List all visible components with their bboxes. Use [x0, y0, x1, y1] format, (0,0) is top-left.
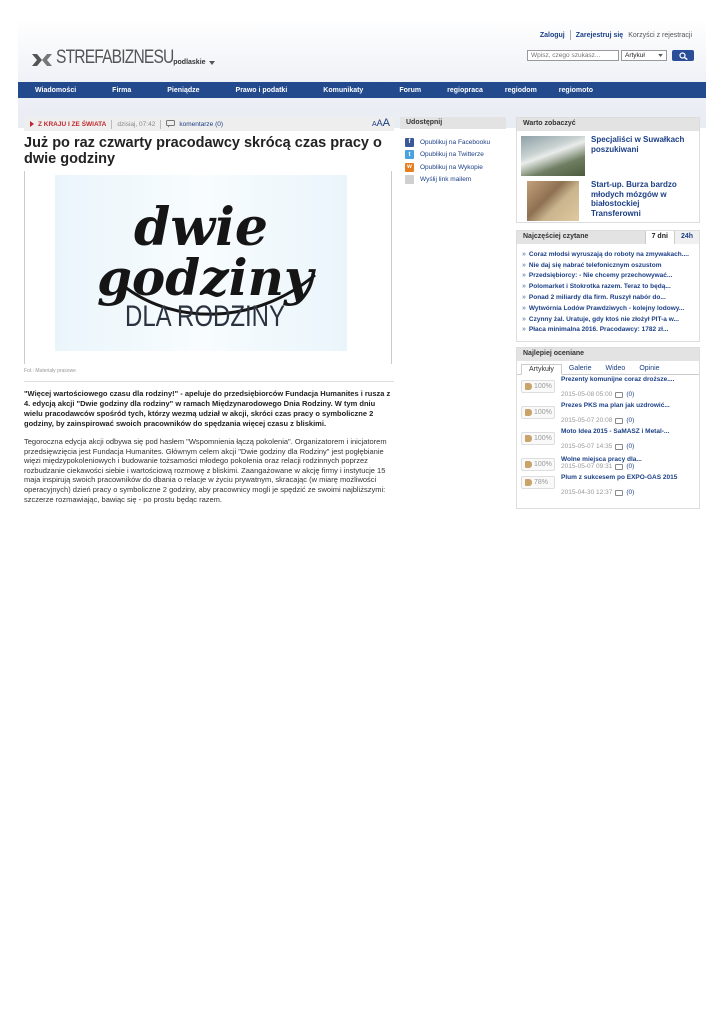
rated-item-date: 2015-05-07 14:35: [561, 443, 613, 450]
article-date: dzisiaj, 07:42: [117, 120, 156, 128]
register-link[interactable]: Zarejestruj się: [575, 31, 624, 39]
separator: [111, 120, 112, 129]
rating-badge: [521, 432, 555, 445]
worth-seeing-link[interactable]: Start-up. Burza bardzo młodych mózgów w białostockiej Transferowni: [591, 180, 677, 218]
separator: [160, 120, 161, 129]
rating-score: 100%: [534, 383, 552, 390]
list-item[interactable]: [522, 260, 699, 271]
panel-heading: Najlepiej oceniane: [517, 348, 699, 361]
rated-item-link[interactable]: Plum z sukcesem po EXPO-GAS 2015: [561, 474, 678, 481]
search-input[interactable]: [527, 50, 619, 61]
search-scope-value: Artykuł: [625, 52, 645, 59]
article-image-frame: [24, 171, 392, 364]
photo-credit: Fot.: Materiały prasowe: [24, 368, 76, 374]
share-list: [405, 136, 490, 186]
comment-icon: [166, 120, 175, 128]
list-item-label: Czynny żal. Uratuje, gdy ktoś nie złożył PIT-a w...: [528, 315, 679, 323]
best-rated-panel: [516, 347, 700, 509]
nav-item-komunikaty[interactable]: Komunikaty: [323, 86, 364, 94]
panel-heading-label: Najczęściej czytane: [523, 233, 589, 240]
comment-icon: [615, 444, 623, 450]
chevron-down-icon: [658, 54, 663, 57]
comments-count-link[interactable]: (0): [626, 489, 635, 496]
share-wykop[interactable]: [405, 161, 490, 174]
most-read-panel: [516, 230, 700, 342]
rated-item-date: 2015-05-08 05:00: [561, 391, 613, 398]
search-icon: [679, 52, 688, 60]
most-read-tabs: [645, 231, 699, 244]
rating-score: 78%: [534, 479, 549, 486]
tab-video[interactable]: Wideo: [605, 365, 626, 372]
comments-count-link[interactable]: (0): [626, 463, 635, 470]
font-size-controls: [372, 117, 390, 129]
rating-badge: [521, 406, 555, 419]
rated-item-date: 2015-05-07 20:08: [561, 417, 613, 424]
image-text-dla-rodziny: DLA RODZINY: [125, 298, 285, 333]
rated-item-meta: [561, 417, 634, 424]
search-scope-select[interactable]: [621, 50, 667, 61]
rated-item-link[interactable]: Prezenty komunijne coraz droższe....: [561, 376, 675, 383]
bullet-icon: »: [522, 272, 526, 280]
bullet-icon: »: [522, 294, 526, 302]
share-label: Opublikuj na Facebooku: [420, 138, 491, 146]
share-label: Opublikuj na Twitterze: [420, 151, 484, 159]
register-benefits-link[interactable]: Korzyści z rejestracji: [628, 31, 692, 39]
divider: [24, 381, 394, 382]
nav-item-wiadomosci[interactable]: Wiadomości: [35, 86, 77, 94]
rating-score: 100%: [534, 435, 552, 442]
bullet-icon: »: [522, 326, 526, 334]
worth-seeing-panel: [516, 117, 700, 223]
tab-opinions[interactable]: Opinie: [639, 365, 660, 372]
rating-badge: [521, 458, 555, 471]
share-twitter[interactable]: [405, 149, 490, 162]
tab-24h[interactable]: 24h: [674, 231, 699, 244]
rated-item-link[interactable]: Moto Idea 2015 - SaMASZ i Metal-...: [561, 428, 670, 435]
main-nav: [18, 82, 706, 98]
site-logo[interactable]: [32, 48, 215, 68]
article-title: Już po raz czwarty pracodawcy skrócą czas pracy o dwie godziny: [24, 135, 382, 167]
section-link[interactable]: Z KRAJU I ZE ŚWIATA: [38, 120, 107, 128]
rating-badge: [521, 380, 555, 393]
list-item-label: Polomarket i Stokrotka razem. Teraz to będą...: [528, 283, 671, 291]
list-item[interactable]: [522, 325, 699, 336]
login-link[interactable]: Zaloguj: [539, 31, 565, 39]
share-label: Opublikuj na Wykopie: [420, 163, 483, 171]
panel-heading: [517, 231, 699, 244]
bullet-icon: »: [522, 315, 526, 323]
twitter-icon: t: [405, 150, 414, 159]
email-icon: [405, 175, 414, 184]
bullet-icon: »: [522, 261, 526, 269]
list-item[interactable]: [522, 292, 699, 303]
comments-count-link[interactable]: (0): [626, 443, 635, 450]
share-label: Wyślij link mailem: [420, 176, 472, 184]
image-text-dwie: dwie: [134, 197, 268, 258]
image-text-godziny: godziny: [96, 248, 314, 307]
nav-item-prawo-i-podatki[interactable]: Prawo i podatki: [235, 86, 288, 94]
rated-item-meta: [561, 443, 634, 450]
tab-galleries[interactable]: Galerie: [568, 365, 592, 372]
rated-item-link[interactable]: Wolne miejsca pracy dla...: [561, 456, 642, 463]
share-facebook[interactable]: [405, 136, 490, 149]
list-item-label: Płaca minimalna 2016. Pracodawcy: 1782 zł...: [528, 326, 669, 334]
search-bar: [527, 50, 694, 61]
list-item-label: Przedsiębiorcy: - Nie chcemy przechowywać...: [528, 272, 673, 280]
font-medium-button[interactable]: A: [376, 118, 383, 128]
share-heading: Udostępnij: [400, 117, 506, 129]
bullet-icon: »: [522, 304, 526, 312]
comment-icon: [615, 490, 623, 496]
arrow-right-icon: [30, 121, 34, 127]
nav-item-forum[interactable]: Forum: [399, 86, 422, 94]
region-label: podlaskie: [173, 59, 206, 66]
thumbs-up-icon: [525, 479, 532, 486]
rated-item-meta: [561, 489, 634, 496]
list-item-label: Coraz młodsi wyruszają do roboty na zmywakach....: [528, 250, 689, 258]
wykop-icon: w: [405, 163, 414, 172]
nav-item-regiomoto[interactable]: regiomoto: [558, 86, 594, 94]
facebook-icon: f: [405, 138, 414, 147]
rated-item-meta: [561, 463, 634, 470]
list-item[interactable]: [522, 271, 699, 282]
article-lead: "Więcej wartościowego czasu dla rodziny!" - apeluje do przedsiębiorców Fundacja Humanites i rusza z 4. edycją akcji "Dwie godziny dla rodziny" w ramach Międzynarodowego Dnia Rodziny. W tym dniu wielu pracodawców spośród tych, którzy wezmą udział w akcji, skróci czas pracy o symboliczne 2 godziny, by zainspirować swoich pracowników do spędzania więcej czasu z bliskimi.: [24, 389, 391, 428]
thumbnail-image[interactable]: [521, 136, 585, 176]
list-item-label: Wytwórnia Lodów Prawdziwych - kolejny lodowy...: [528, 304, 685, 312]
comment-icon: [615, 418, 623, 424]
logo-text: STREFABIZNESU: [56, 47, 174, 68]
bullet-icon: »: [522, 283, 526, 291]
list-item[interactable]: [522, 303, 699, 314]
rating-score: 100%: [534, 461, 552, 468]
best-rated-tabs: [517, 361, 699, 375]
list-item-label: Nie daj się nabrać telefonicznym oszustom: [528, 261, 662, 269]
search-button[interactable]: [672, 50, 694, 61]
thumbs-up-icon: [525, 435, 532, 442]
list-item[interactable]: [522, 249, 699, 260]
logo-arrows-icon: [32, 52, 52, 68]
user-links: [540, 30, 692, 40]
share-email[interactable]: [405, 174, 490, 187]
rated-item-date: 2015-04-30 12:37: [561, 489, 613, 496]
list-item[interactable]: [522, 314, 699, 325]
article-image[interactable]: [55, 175, 347, 351]
nav-item-regiopraca[interactable]: regiopraca: [447, 86, 483, 94]
rating-score: 100%: [534, 409, 552, 416]
comment-icon: [615, 392, 623, 398]
article-meta-bar: [24, 117, 394, 131]
nav-item-firma[interactable]: Firma: [112, 86, 132, 94]
thumbnail-image[interactable]: [527, 181, 579, 221]
font-small-button[interactable]: A: [371, 121, 377, 128]
article-body: Tegoroczna edycja akcji odbywa się pod hasłem "Wspomnienia łączą pokolenia". Organizatorem i inicjatorem przedsięwzięcia jest Fundacja Humanites. Głównym celem akcji "Dwie godziny dla Rodziny" jest pogłębianie więzi międzypokoleniowych i budowanie tożsamości młodego pokolenia oraz relacji rodzinnych poprzez rozbudzanie ciekawości siebie i wartościową rozmowę z bliskimi. Zaangażowane w akcję firmy i instytucje 15 maja inspirują swoich pracowników do dbania o relacje w życiu prywatnym, skracając (w miarę możliwości operacyjnych) dzień pracy o symboliczne 2 godziny, aby pracownicy mogli je spędzić ze swoimi najbliższymi: szczerze rozmawiając, bawiąc się - po prostu będąc razem.: [24, 437, 387, 504]
bullet-icon: »: [522, 250, 526, 258]
thumbs-up-icon: [525, 461, 532, 468]
chevron-down-icon: [209, 61, 215, 65]
list-item-label: Ponad 2 miliardy dla firm. Ruszył nabór do...: [528, 294, 666, 302]
panel-heading: Warto zobaczyć: [517, 118, 699, 131]
site-header: [18, 18, 706, 128]
comments-count-link[interactable]: (0): [626, 417, 635, 424]
most-read-list: [517, 244, 699, 335]
rating-badge: [521, 476, 555, 489]
rated-item-date: 2015-05-07 09:31: [561, 463, 613, 470]
separator: [570, 30, 571, 40]
worth-seeing-link[interactable]: Specjaliści w Suwałkach poszukiwani: [591, 135, 685, 154]
nav-item-regiodom[interactable]: regiodom: [504, 86, 537, 94]
list-item[interactable]: [522, 281, 699, 292]
comments-link[interactable]: komentarze (0): [179, 120, 224, 128]
tab-7-days[interactable]: 7 dni: [645, 231, 674, 244]
thumbs-up-icon: [525, 383, 532, 390]
font-large-button[interactable]: A: [382, 117, 390, 129]
rated-item-link[interactable]: Prezes PKS ma plan jak uzdrowić...: [561, 402, 670, 409]
thumbs-up-icon: [525, 409, 532, 416]
region-selector[interactable]: [173, 59, 214, 66]
nav-item-pieniadze[interactable]: Pieniądze: [167, 86, 200, 94]
comment-icon: [615, 464, 623, 470]
comments-count-link[interactable]: (0): [626, 391, 635, 398]
rated-item-meta: [561, 391, 634, 398]
tab-articles[interactable]: Artykuły: [521, 364, 562, 375]
